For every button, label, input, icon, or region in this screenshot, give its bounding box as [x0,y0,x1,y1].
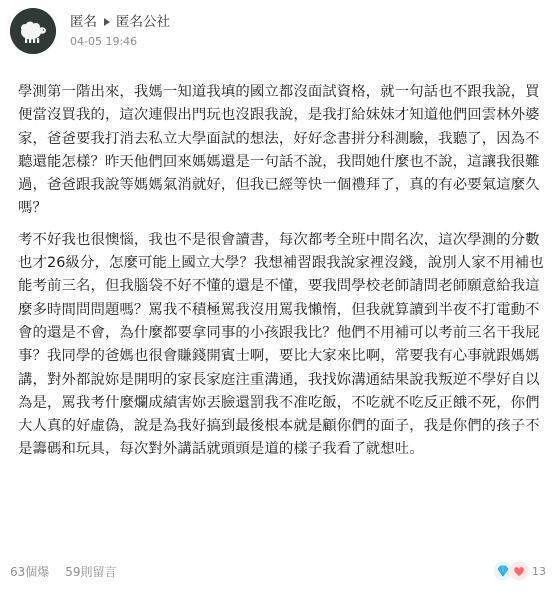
arrow-right-icon [104,18,110,26]
post-footer [10,558,546,584]
comment-count[interactable]: 59則留言 [65,564,117,579]
heart-icon [508,560,530,582]
reaction-count: 13 [532,564,546,578]
post-stats [10,563,133,580]
author-line [70,13,170,31]
post-paragraph-1: 學測第一階出來，我媽一知道我填的國立都沒面試資格，就一句話也不跟我說，買便當沒買我的，這次連假出門玩也沒跟我說，是我打給妹妹才知道他們回雲林外婆家，爸爸要我打消去私立大學面試的想法，好好念書拼分科測驗，我聽了，因為不聽還能怎樣？昨天他們回來媽媽還是一句話不說，我問她什麼也不說，這讓我很難過，爸爸跟我說等媽媽氣消就好，但我已經等快一個禮拜了，真的有必要氣這麼久嗎？ [18,84,540,217]
post-paragraph-2: 考不好我也很懊惱，我也不是很會讀書，每次都考全班中間名次，這次學測的分數也才26級分，怎麼可能上國立大學？我想補習跟我說家裡沒錢，說別人家不用補也能考前三名，但我腦袋不好不懂的還是不懂，要我問學校老師請問老師願意給我這麼多時間問問題嗎？罵我不積極罵我沒用罵我懶惰，但我就算讀到半夜不打電動不會的還是不會，為什麼都要拿同事的小孩跟我比？他們不用補可以考前三名干我屁事？我同學的爸媽也很會賺錢開賓士啊，要比大家來比啊，常要我有心事就跟媽媽講，對外都說妳是開明的家長家庭注重溝通，我找妳溝通結果說我叛逆不學好自以為是，罵我考什麼爛成績害妳丟臉還罰我不准吃飯，不吃就不吃反正餓不死，你們大人真的好虛偽，說是為我好搞到最後根本就是顧你們的面子，我是你們的孩子不是籌碼和玩具，每次對外講話就頭頭是道的樣子我看了就想吐。 [18,231,544,458]
board-name[interactable]: 匿名公社 [116,14,170,30]
post-header [10,8,170,54]
post-body [18,81,545,462]
sheep-icon[interactable] [10,8,56,54]
sheep-icon-graphic [10,8,56,54]
reaction-group[interactable] [492,560,546,582]
like-count[interactable]: 63個爆 [10,564,50,579]
post-timestamp: 04-05 19:46 [70,35,138,48]
author-block [70,13,170,49]
author-name[interactable]: 匿名 [70,14,97,30]
